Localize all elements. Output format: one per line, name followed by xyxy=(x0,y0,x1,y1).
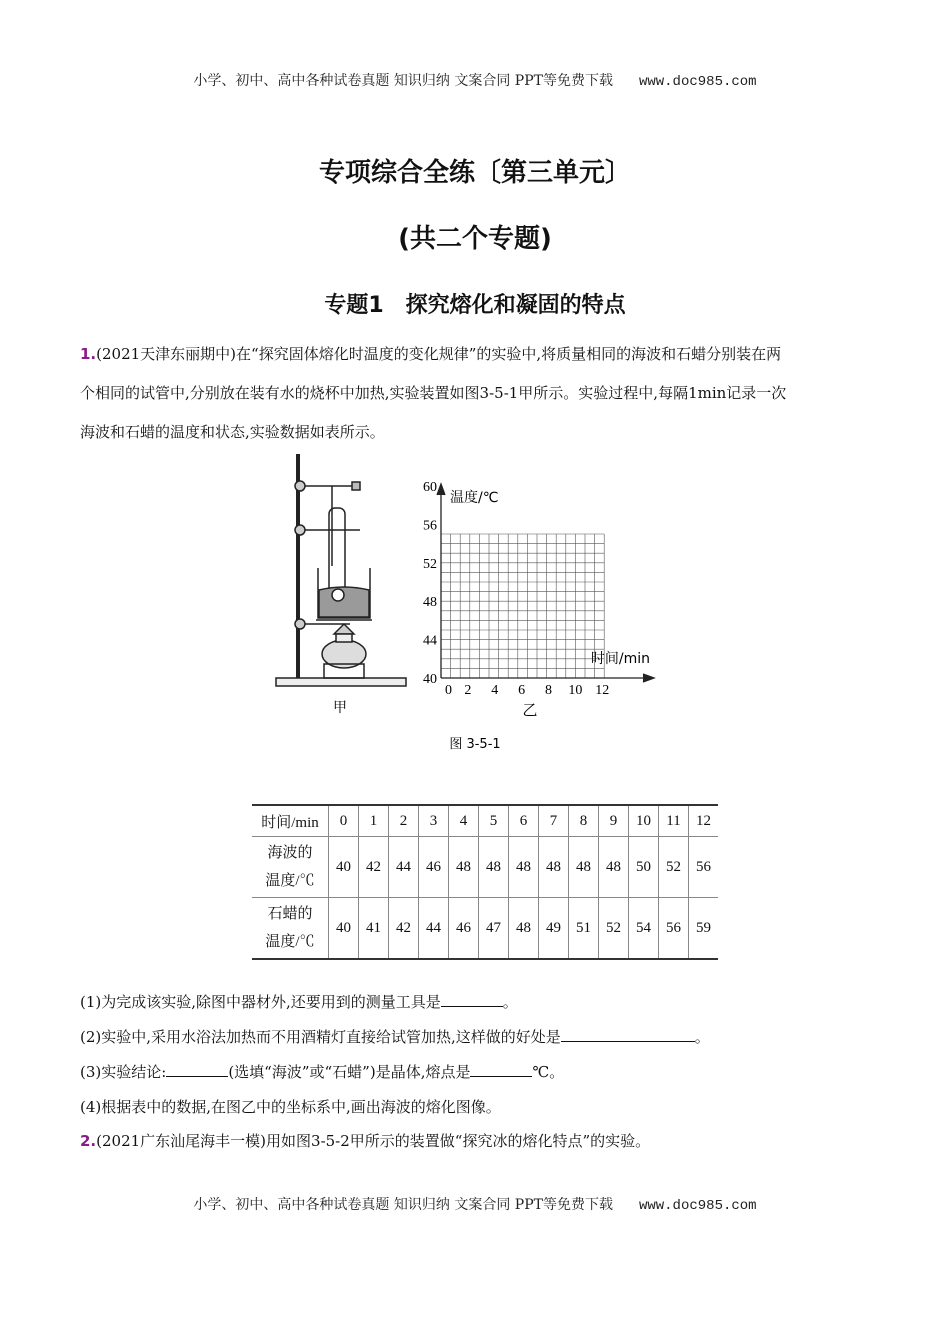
table-cell: 44 xyxy=(389,837,419,898)
table-cell: 2 xyxy=(389,805,419,837)
x-tick-label: 4 xyxy=(491,683,499,698)
table-cell: 52 xyxy=(659,837,689,898)
question-number: 2. xyxy=(80,1132,97,1150)
x-tick-label: 10 xyxy=(568,683,583,698)
table-cell: 6 xyxy=(509,805,539,837)
table-cell: 5 xyxy=(479,805,509,837)
table-cell: 3 xyxy=(419,805,449,837)
question-1-line-1: (2021天津东丽期中)在“探究固体熔化时温度的变化规律”的实验中,将质量相同的海波和石蜡分别装在两 xyxy=(96,345,782,363)
table-cell: 54 xyxy=(629,898,659,960)
table-cell: 12 xyxy=(689,805,719,837)
x-tick-label: 8 xyxy=(545,683,553,698)
table-cell: 0 xyxy=(329,805,359,837)
question-1-line-3: 海波和石蜡的温度和状态,实验数据如表所示。 xyxy=(80,423,385,441)
topic-heading: 专题1 探究熔化和凝固的特点 xyxy=(324,293,626,318)
table-cell: 48 xyxy=(539,837,569,898)
question-number: 1. xyxy=(80,345,97,363)
row-label-line: 温度/℃ xyxy=(265,873,315,889)
x-tick-label: 0 xyxy=(445,683,452,698)
subquestion-2-end: 。 xyxy=(694,1028,710,1046)
subquestion-1-text: (1)为完成该实验,除图中器材外,还要用到的测量工具是 xyxy=(80,993,441,1011)
row-label-line: 海波的 xyxy=(267,845,313,861)
table-row xyxy=(252,837,718,898)
figure-label-right: 乙 xyxy=(522,701,538,719)
grid xyxy=(441,534,604,678)
table-cell: 50 xyxy=(629,837,659,898)
subquestion-1 xyxy=(80,991,518,1012)
subquestion-3-middle: (选填“海波”或“石蜡”)是晶体,熔点是 xyxy=(228,1063,471,1081)
y-tick-label: 44 xyxy=(423,633,437,649)
answer-blank[interactable] xyxy=(166,1062,228,1077)
table-cell: 48 xyxy=(479,837,509,898)
table-cell: 51 xyxy=(569,898,599,960)
table-cell: 49 xyxy=(539,898,569,960)
subquestion-2 xyxy=(80,1026,710,1047)
y-tick-label: 48 xyxy=(423,595,437,611)
table-cell: 48 xyxy=(509,837,539,898)
table-row-label xyxy=(252,898,329,960)
table-cell: 56 xyxy=(659,898,689,960)
table-cell: 11 xyxy=(659,805,689,837)
question-2 xyxy=(80,1130,650,1151)
table-cell: 9 xyxy=(599,805,629,837)
header-text: 小学、初中、高中各种试卷真题 知识归纳 文案合同 PPT等免费下载 xyxy=(193,73,613,89)
table-row xyxy=(252,805,718,837)
y-tick-label: 56 xyxy=(423,518,437,534)
table-row-label xyxy=(252,837,329,898)
table-cell: 41 xyxy=(359,898,389,960)
y-tick-label: 60 xyxy=(423,480,437,495)
table-cell: 8 xyxy=(569,805,599,837)
page-header xyxy=(0,70,950,90)
subquestion-3 xyxy=(80,1061,564,1082)
table-cell: 59 xyxy=(689,898,719,960)
table-cell: 56 xyxy=(689,837,719,898)
apparatus-drawing xyxy=(276,454,406,686)
figure-caption: 图 3-5-1 xyxy=(449,737,501,752)
page-title: 专项综合全练〔第三单元〕 xyxy=(318,158,631,188)
table-cell: 46 xyxy=(449,898,479,960)
table-cell: 1 xyxy=(359,805,389,837)
table-cell: 46 xyxy=(419,837,449,898)
x-axis-label: 时间/min xyxy=(590,651,650,667)
table-cell: 10 xyxy=(629,805,659,837)
y-tick-label: 40 xyxy=(423,672,437,687)
question-1-line-2: 个相同的试管中,分别放在装有水的烧杯中加热,实验装置如图3-5-1甲所示。实验过程中,每隔1min记录一次 xyxy=(80,384,787,402)
x-tick-label: 6 xyxy=(518,683,526,698)
y-tick-label: 52 xyxy=(423,556,437,572)
table-row xyxy=(252,898,718,960)
table-cell: 48 xyxy=(599,837,629,898)
subquestion-3-text: (3)实验结论: xyxy=(80,1063,167,1081)
table-cell: 48 xyxy=(509,898,539,960)
row-label-line: 石蜡的 xyxy=(267,906,313,922)
table-cell: 44 xyxy=(419,898,449,960)
subquestion-3-end: ℃。 xyxy=(532,1063,565,1081)
answer-blank[interactable] xyxy=(561,1027,695,1042)
table-cell: 48 xyxy=(449,837,479,898)
page-footer xyxy=(0,1194,950,1214)
table-cell: 40 xyxy=(329,837,359,898)
table-cell: 47 xyxy=(479,898,509,960)
page-subtitle: (共二个专题) xyxy=(398,224,552,254)
row-label-line: 温度/℃ xyxy=(265,934,315,950)
x-tick-label: 2 xyxy=(464,683,472,698)
header-url[interactable]: www.doc985.com xyxy=(638,74,757,90)
table-cell: 7 xyxy=(539,805,569,837)
figure-label-left: 甲 xyxy=(333,700,347,716)
question-2-text: (2021广东汕尾海丰一模)用如图3-5-2甲所示的装置做“探究冰的熔化特点”的实验。 xyxy=(96,1132,651,1150)
answer-blank[interactable] xyxy=(441,992,503,1007)
table-cell: 42 xyxy=(389,898,419,960)
subquestion-1-end: 。 xyxy=(502,993,518,1011)
y-axis-label: 温度/℃ xyxy=(450,490,499,506)
table-cell: 52 xyxy=(599,898,629,960)
table-cell: 40 xyxy=(329,898,359,960)
x-tick-label: 12 xyxy=(595,683,610,698)
question-1 xyxy=(80,335,880,452)
data-table xyxy=(252,804,718,960)
footer-url[interactable]: www.doc985.com xyxy=(638,1198,757,1214)
table-cell: 48 xyxy=(569,837,599,898)
subquestion-2-text: (2)实验中,采用水浴法加热而不用酒精灯直接给试管加热,这样做的好处是 xyxy=(80,1028,561,1046)
figure-3-5-1 xyxy=(260,450,690,760)
answer-blank[interactable] xyxy=(470,1062,532,1077)
footer-text: 小学、初中、高中各种试卷真题 知识归纳 文案合同 PPT等免费下载 xyxy=(193,1197,613,1213)
table-header-cell: 时间/min xyxy=(252,805,329,837)
table-cell: 42 xyxy=(359,837,389,898)
table-cell: 4 xyxy=(449,805,479,837)
subquestion-4: (4)根据表中的数据,在图乙中的坐标系中,画出海波的熔化图像。 xyxy=(80,1098,501,1116)
